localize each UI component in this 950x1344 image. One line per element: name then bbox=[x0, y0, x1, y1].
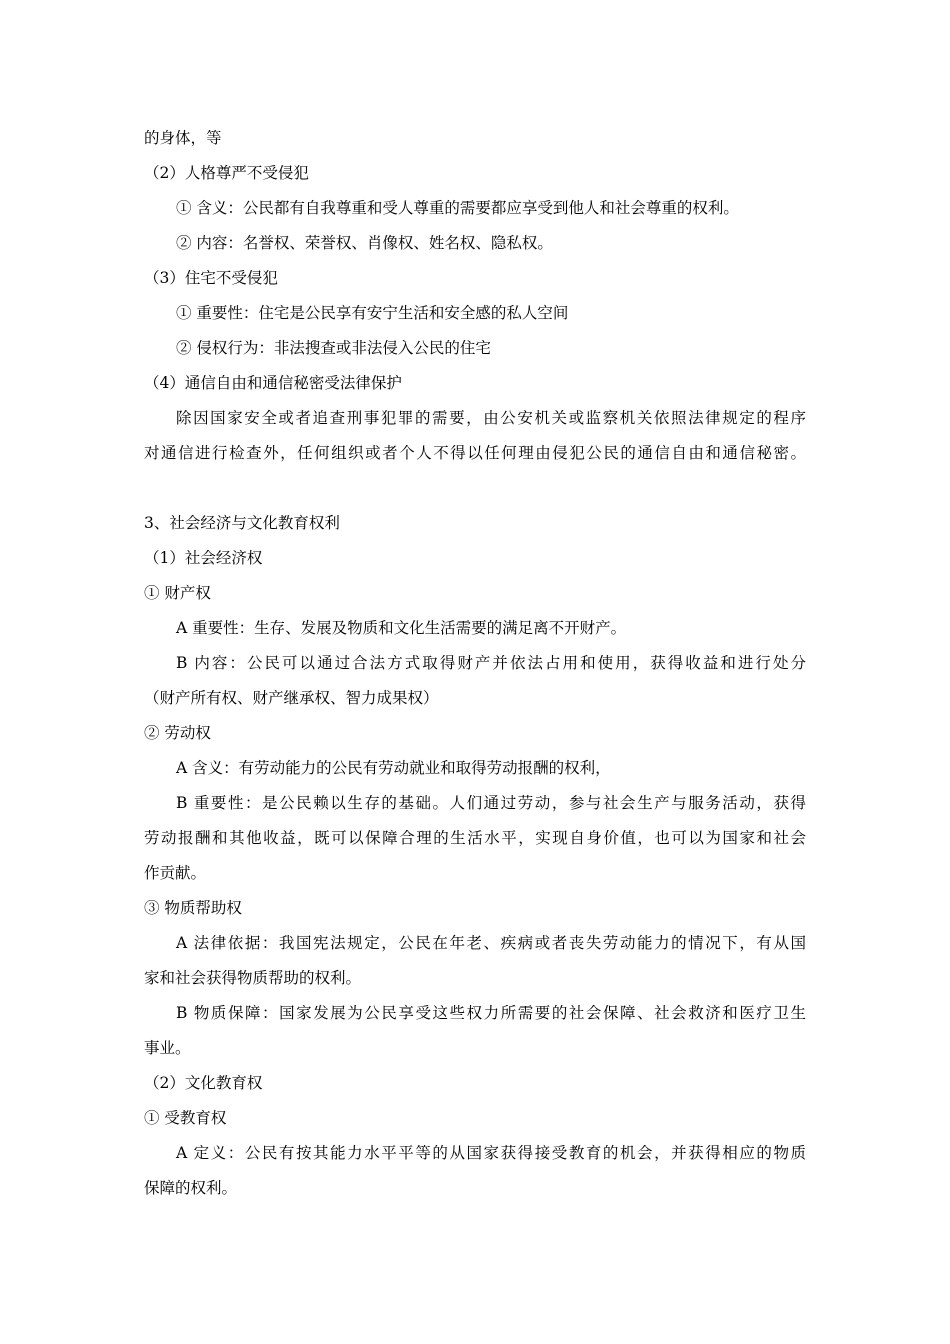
text-line: 保障的权利。 bbox=[144, 1179, 238, 1197]
text-line: B 内容：公民可以通过合法方式取得财产并依法占用和使用，获得收益和进行处分 bbox=[176, 654, 806, 672]
subsection-heading: ① 受教育权 bbox=[144, 1109, 227, 1127]
text-line: （财产所有权、财产继承权、智力成果权） bbox=[144, 689, 439, 707]
chapter-heading: 3、社会经济与文化教育权利 bbox=[144, 514, 340, 532]
text-line: 劳动报酬和其他收益，既可以保障合理的生活水平，实现自身价值，也可以为国家和社会 bbox=[144, 829, 806, 847]
subsection-heading: ② 劳动权 bbox=[144, 724, 211, 742]
text-line: 家和社会获得物质帮助的权利。 bbox=[144, 969, 362, 987]
section-heading: （1）社会经济权 bbox=[144, 549, 263, 567]
text-line: ② 内容：名誉权、荣誉权、肖像权、姓名权、隐私权。 bbox=[176, 234, 553, 252]
text-line: B 重要性：是公民赖以生存的基础。人们通过劳动，参与社会生产与服务活动，获得 bbox=[176, 794, 806, 812]
text-line: A 法律依据：我国宪法规定，公民在年老、疾病或者丧失劳动能力的情况下，有从国 bbox=[176, 934, 806, 952]
text-line: 除因国家安全或者追查刑事犯罪的需要，由公安机关或监察机关依照法律规定的程序 bbox=[176, 409, 806, 427]
text-line: A 含义：有劳动能力的公民有劳动就业和取得劳动报酬的权利， bbox=[176, 759, 611, 777]
text-line: 作贡献。 bbox=[144, 864, 207, 882]
text-line: A 定义：公民有按其能力水平平等的从国家获得接受教育的机会，并获得相应的物质 bbox=[176, 1144, 806, 1162]
section-heading: （2）文化教育权 bbox=[144, 1074, 263, 1092]
text-line: ② 侵权行为：非法搜查或非法侵入公民的住宅 bbox=[176, 339, 491, 357]
subsection-heading: ① 财产权 bbox=[144, 584, 211, 602]
text-line: ① 含义：公民都有自我尊重和受人尊重的需要都应享受到他人和社会尊重的权利。 bbox=[176, 199, 739, 217]
section-heading: （2）人格尊严不受侵犯 bbox=[144, 164, 309, 182]
text-line: B 物质保障：国家发展为公民享受这些权力所需要的社会保障、社会救济和医疗卫生 bbox=[176, 1004, 806, 1022]
text-line: 的身体，等 bbox=[144, 129, 222, 147]
text-line: ① 重要性：住宅是公民享有安宁生活和安全感的私人空间 bbox=[176, 304, 569, 322]
subsection-heading: ③ 物质帮助权 bbox=[144, 899, 242, 917]
text-line: 事业。 bbox=[144, 1039, 191, 1057]
text-line: 对通信进行检查外，任何组织或者个人不得以任何理由侵犯公民的通信自由和通信秘密。 bbox=[144, 444, 806, 462]
section-heading: （4）通信自由和通信秘密受法律保护 bbox=[144, 374, 402, 392]
section-heading: （3）住宅不受侵犯 bbox=[144, 269, 278, 287]
text-line: A 重要性：生存、发展及物质和文化生活需要的满足离不开财产。 bbox=[176, 619, 627, 637]
